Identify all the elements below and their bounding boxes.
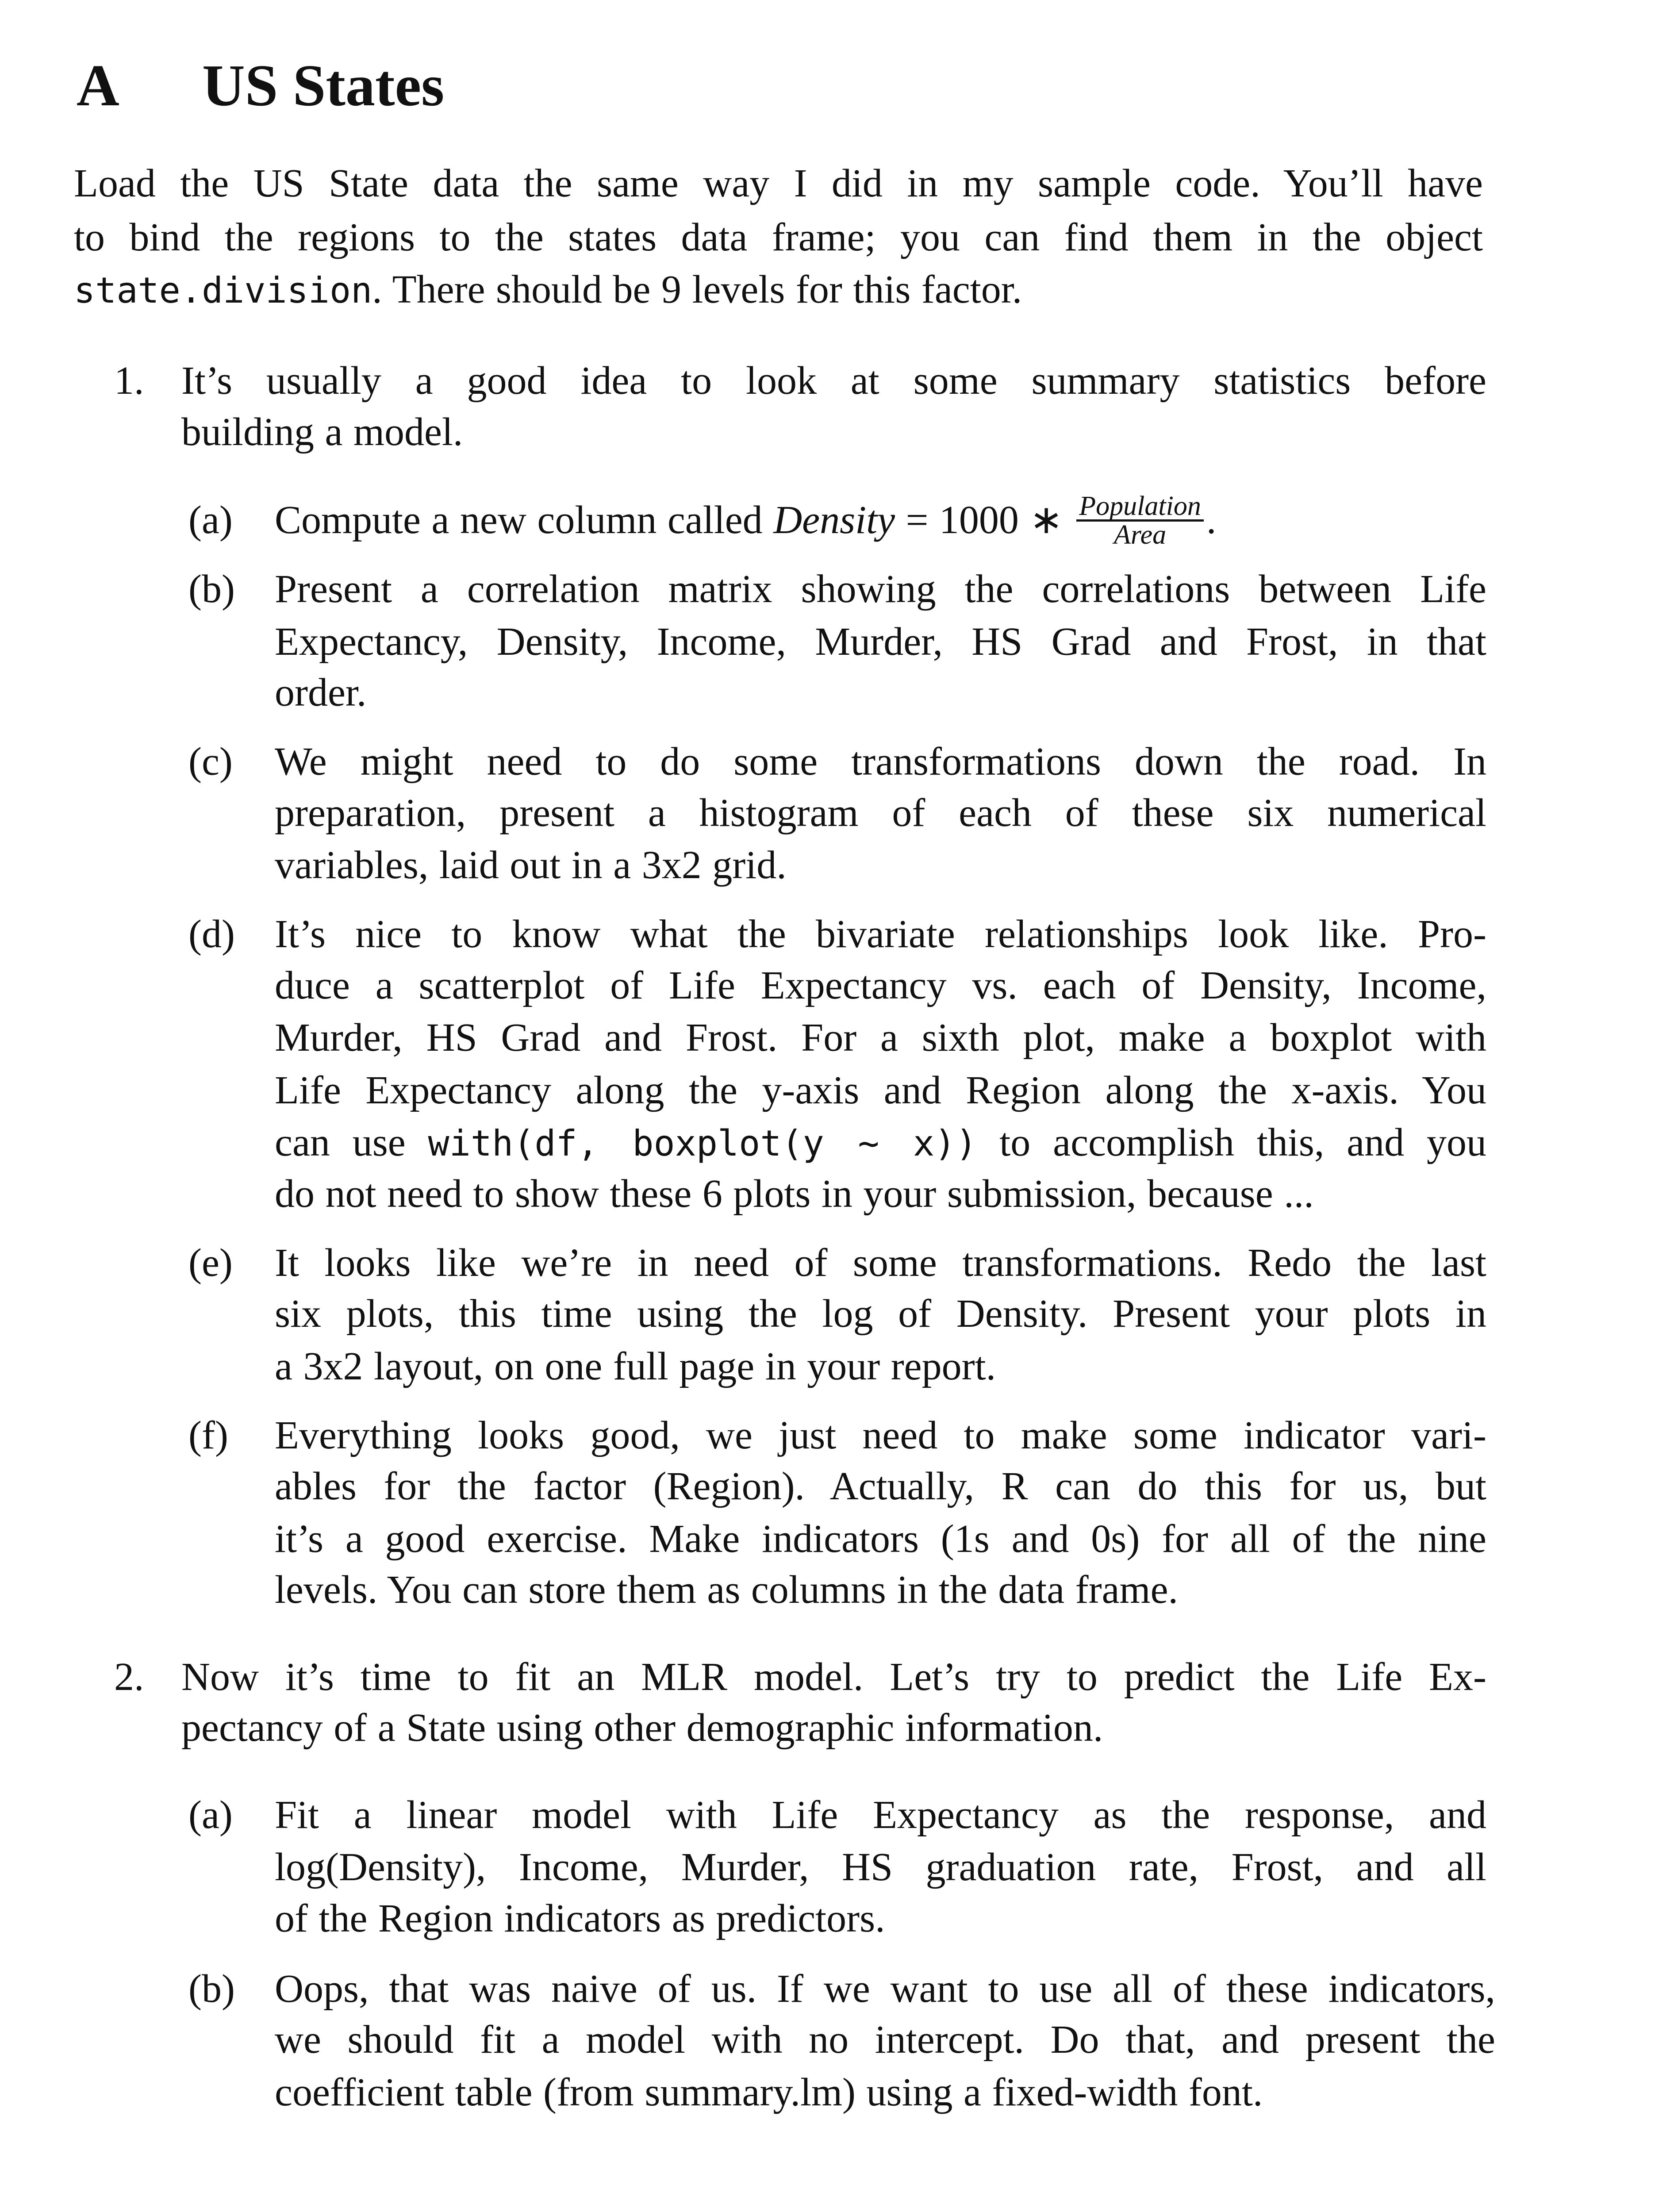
subitem-label: (a) — [188, 498, 233, 542]
text-segment: it’s a good exercise. Make indicators (1s and 0s) for all of the nine — [275, 1517, 1486, 1561]
text-segment: levels. You can store them as columns in the data frame. — [275, 1568, 1179, 1612]
text-segment: Everything looks good, we just need to make some indicator vari- — [275, 1413, 1486, 1457]
text-segment: Life Expectancy along the y-axis and Region along the x-axis. You — [275, 1068, 1486, 1112]
subitem-line — [275, 2015, 1495, 2065]
subitem-label: (a) — [188, 1793, 233, 1837]
text-segment: log(Density), Income, Murder, HS graduation rate, Frost, and all — [275, 1845, 1486, 1889]
text-segment: coefficient table (from summary.lm) using a fixed-width font. — [275, 2070, 1263, 2114]
text-segment: Fit a linear model with Life Expectancy as the response, and — [275, 1793, 1486, 1837]
subitem-line — [275, 2068, 1495, 2117]
text-segment: We might need to do some transformations down the road. In — [275, 740, 1486, 783]
text-segment: a 3x2 layout, on one full page in your report. — [275, 1344, 996, 1388]
section-title: US States — [202, 53, 445, 118]
text-segment: Compute a new column called — [275, 498, 774, 542]
text-segment: of the Region indicators as predictors. — [275, 1897, 885, 1940]
text-segment: Load the US State data the same way I did in my sample code. You’ll have — [74, 161, 1483, 205]
text-segment: do not need to show these 6 plots in your submission, because ... — [275, 1172, 1314, 1216]
text-segment: It looks like we’re in need of some transformations. Redo the last — [275, 1241, 1486, 1285]
text-segment: . — [1206, 498, 1217, 542]
text-segment: ables for the factor (Region). Actually, R can do this for us, but — [275, 1464, 1486, 1508]
text-segment: preparation, present a histogram of each of these six numerical — [275, 791, 1486, 835]
subitem-line — [275, 1964, 1495, 2014]
subitem-line — [275, 1462, 1486, 1511]
intro-line — [74, 213, 1483, 262]
fraction — [1076, 493, 1204, 548]
subitem-line — [275, 1894, 1486, 1943]
subitem-line — [275, 617, 1486, 667]
subitem-line — [275, 668, 1486, 718]
item-line — [181, 1703, 1486, 1753]
intro-line — [74, 265, 1483, 315]
text-segment: Present a correlation matrix showing the correlations between Life — [275, 567, 1486, 611]
text-segment: It’s nice to know what the bivariate relationships look like. Pro- — [275, 912, 1486, 956]
subitem-line — [275, 1289, 1486, 1339]
text-segment: It’s usually a good idea to look at some summary statistics before — [181, 359, 1486, 403]
text-segment: variables, laid out in a 3x2 grid. — [275, 843, 787, 887]
subitem-label: (f) — [188, 1413, 228, 1457]
subitem-line — [275, 1342, 1486, 1391]
subitem-line — [275, 1514, 1486, 1564]
item-number: 2. — [114, 1655, 144, 1699]
text-segment: = 1000 ∗ — [895, 498, 1074, 542]
text-segment: six plots, this time using the log of Density. Present your plots in — [275, 1292, 1486, 1336]
subitem-line — [275, 1238, 1486, 1288]
text-segment: to bind the regions to the states data frame; you can find them in the object — [74, 215, 1483, 259]
inline-code: with(df, boxplot(y ∼ x)) — [428, 1123, 977, 1164]
intro-line — [74, 159, 1483, 208]
subitem-line — [275, 1013, 1486, 1063]
subitem-label: (c) — [188, 740, 233, 783]
text-segment: Murder, HS Grad and Frost. For a sixth plot, make a boxplot with — [275, 1016, 1486, 1060]
subitem-line — [275, 737, 1486, 787]
item-line — [181, 356, 1486, 406]
text-segment: Oops, that was naive of us. If we want to use all of these indicators, — [275, 1967, 1495, 2011]
subitem-label: (d) — [188, 912, 235, 956]
text-segment: we should fit a model with no intercept. Do that, and present the — [275, 2018, 1495, 2062]
text-segment: duce a scatterplot of Life Expectancy vs. each of Density, Income, — [275, 964, 1486, 1007]
item-line — [181, 1652, 1486, 1702]
subitem-label: (b) — [188, 567, 235, 611]
inline-code: state.division — [74, 270, 372, 311]
item-number: 1. — [114, 359, 144, 403]
subitem-line — [275, 1118, 1486, 1167]
subitem-line — [275, 841, 1486, 890]
subitem-label: (e) — [188, 1241, 233, 1285]
subitem-line — [275, 788, 1486, 838]
item-line — [181, 407, 1486, 457]
math-variable: Density — [773, 498, 895, 542]
text-segment: Now it’s time to fit an MLR model. Let’s try to predict the Life Ex- — [181, 1655, 1486, 1699]
fraction-numerator: Population — [1076, 493, 1204, 522]
text-segment: pectancy of a State using other demographic information. — [181, 1706, 1103, 1750]
subitem-line — [275, 565, 1486, 614]
subitem-line — [275, 1066, 1486, 1115]
text-segment: to accomplish this, and you — [977, 1121, 1486, 1164]
subitem-label: (b) — [188, 1967, 235, 2011]
fraction-denominator: Area — [1113, 519, 1167, 550]
subitem-line — [275, 491, 1486, 550]
subitem-line — [275, 1790, 1486, 1840]
subitem-line — [275, 961, 1486, 1010]
text-segment: building a model. — [181, 410, 463, 454]
text-segment: Expectancy, Density, Income, Murder, HS Grad and Frost, in that — [275, 620, 1486, 664]
subitem-line — [275, 1843, 1486, 1892]
subitem-line — [275, 1565, 1486, 1615]
text-segment: order. — [275, 671, 367, 714]
text-segment: . There should be 9 levels for this factor. — [372, 268, 1022, 311]
subitem-line — [275, 910, 1486, 959]
subitem-line — [275, 1169, 1486, 1219]
section-number: A — [77, 53, 119, 118]
text-segment: can use — [275, 1121, 428, 1164]
subitem-line — [275, 1411, 1486, 1460]
